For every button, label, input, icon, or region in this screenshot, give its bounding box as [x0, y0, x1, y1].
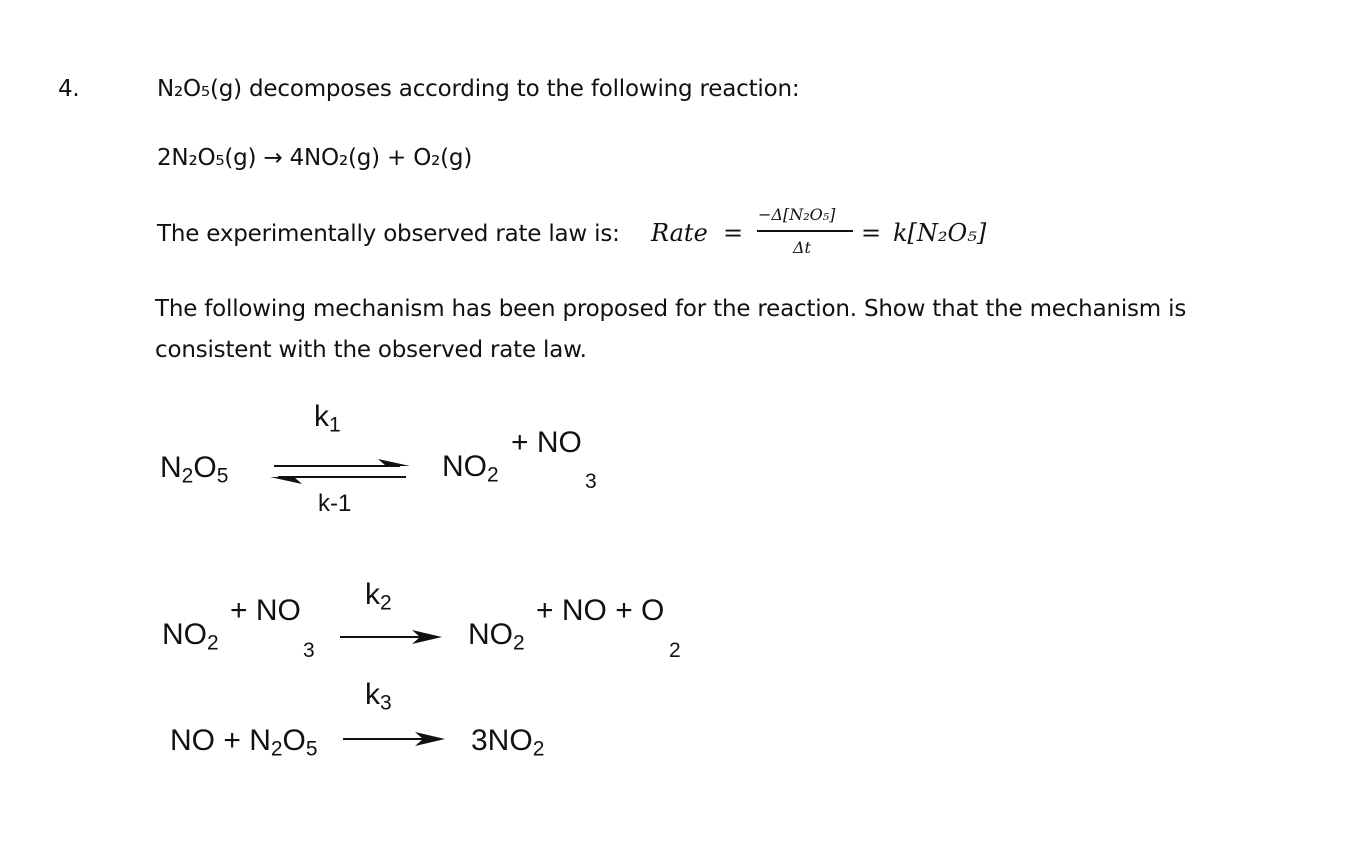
step3-k-label: $k_3$ — [365, 678, 392, 715]
step2-product1: $NO_2$ — [468, 618, 525, 655]
step2-product2-sub: 2 — [669, 639, 681, 662]
forward-arrow-head — [378, 459, 410, 466]
step2-reactant1: $NO_2$ — [162, 618, 219, 655]
step1-reactant: $N_2O_5$ — [160, 451, 229, 488]
equilibrium-arrow — [268, 458, 413, 488]
rate-numerator: −Δ[N₂O₅] — [758, 205, 836, 224]
step3-product: $3NO_2$ — [471, 724, 545, 761]
rate-law-label: The experimentally observed rate law is: — [157, 221, 620, 247]
fraction-bar — [757, 230, 853, 232]
step2-product2: + NO + O — [536, 594, 665, 627]
step2-arrow — [340, 630, 445, 644]
intro-species: N₂O₅(g) — [157, 76, 242, 102]
step3-arrow — [343, 732, 448, 746]
step2-reactant2: + NO — [230, 594, 301, 627]
step1-product1: $NO_2$ — [442, 450, 499, 487]
rate-denominator: Δt — [793, 238, 811, 257]
step1-k-reverse: k-1 — [318, 490, 352, 517]
rate-equals-2: = — [861, 219, 882, 247]
rate-rhs: k[N₂O₅] — [893, 219, 987, 247]
step3-reactant: NO + $N_2O_5$ — [170, 724, 318, 761]
overall-equation: 2N₂O₅(g) → 4NO₂(g) + O₂(g) — [157, 145, 473, 171]
instruction-line-1: The following mechanism has been proposed for the reaction. Show that the mechanism is — [155, 296, 1187, 322]
intro-text: decomposes according to the following reaction: — [249, 76, 800, 102]
reverse-arrow-head — [270, 477, 302, 484]
rate-word: Rate — [651, 219, 708, 247]
question-number: 4. — [58, 76, 80, 102]
rate-equals-1: = — [723, 219, 744, 247]
step2-k-label: $k_2$ — [365, 578, 392, 615]
question-intro — [157, 76, 799, 102]
instruction-line-2: consistent with the observed rate law. — [155, 337, 587, 363]
step1-product2: + NO — [511, 426, 582, 459]
step1-product2-sub: 3 — [585, 470, 597, 493]
step2-reactant2-sub: 3 — [303, 639, 315, 662]
step1-k-forward: $k_1$ — [314, 400, 341, 437]
